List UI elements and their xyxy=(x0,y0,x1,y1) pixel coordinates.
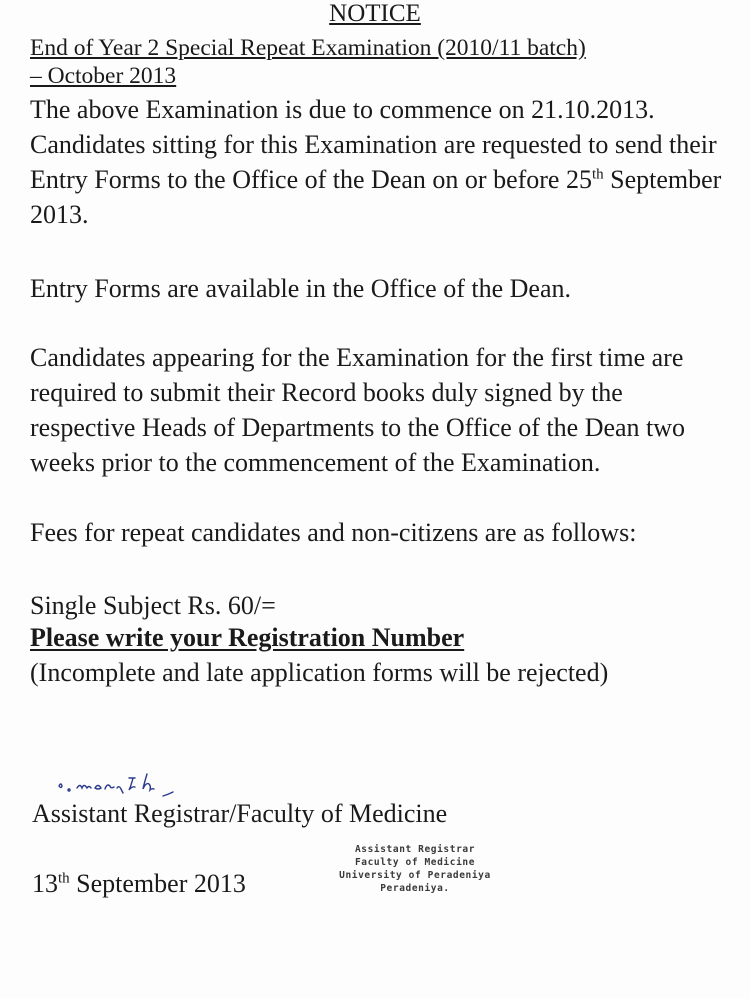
entry-forms-paragraph: Entry Forms are available in the Office of the Dean. xyxy=(30,274,571,303)
record-books-paragraph: Candidates appearing for the Examination for the first time are required to submit their Record books duly signed by the respective Heads of Departments to the Office of the Dean two weeks prior to the commencement of the Examination. xyxy=(30,343,686,477)
incomplete-forms-note: (Incomplete and late application forms will be rejected) xyxy=(30,658,609,687)
official-stamp xyxy=(330,843,500,895)
stamp-line-1: Assistant Registrar xyxy=(354,844,476,855)
ordinal-suffix: th xyxy=(591,166,604,183)
registration-number-note: Please write your Registration Number xyxy=(30,623,465,652)
notice-subtitle xyxy=(30,34,730,90)
fee-amount: Single Subject Rs. 60/= xyxy=(30,591,276,620)
notice-title: NOTICE xyxy=(329,0,421,27)
commencement-text: The above Examination is due to commence on 21.10.2013. Candidates sitting for this Examination are requested to send their Entry Forms to the Office of the Dean on or before 25 xyxy=(30,95,717,194)
fees-paragraph: Fees for repeat candidates and non-citizens are as follows: xyxy=(30,518,637,547)
date-day: 13 xyxy=(32,869,58,898)
subtitle-line-1: End of Year 2 Special Repeat Examination (2010/11 batch) xyxy=(30,35,586,61)
stamp-line-3: University of Peradeniya xyxy=(339,870,491,881)
subtitle-line-2: – October 2013 xyxy=(30,63,177,89)
stamp-line-2: Faculty of Medicine xyxy=(354,857,476,868)
deadline-text: September 2013. xyxy=(30,165,722,229)
notice-date xyxy=(32,866,246,901)
signer-title: Assistant Registrar/Faculty of Medicine xyxy=(32,799,448,828)
date-rest: September 2013 xyxy=(69,869,246,898)
commencement-paragraph xyxy=(30,92,730,232)
date-ordinal-suffix: th xyxy=(58,870,70,887)
stamp-line-4: Peradeniya. xyxy=(380,883,450,894)
